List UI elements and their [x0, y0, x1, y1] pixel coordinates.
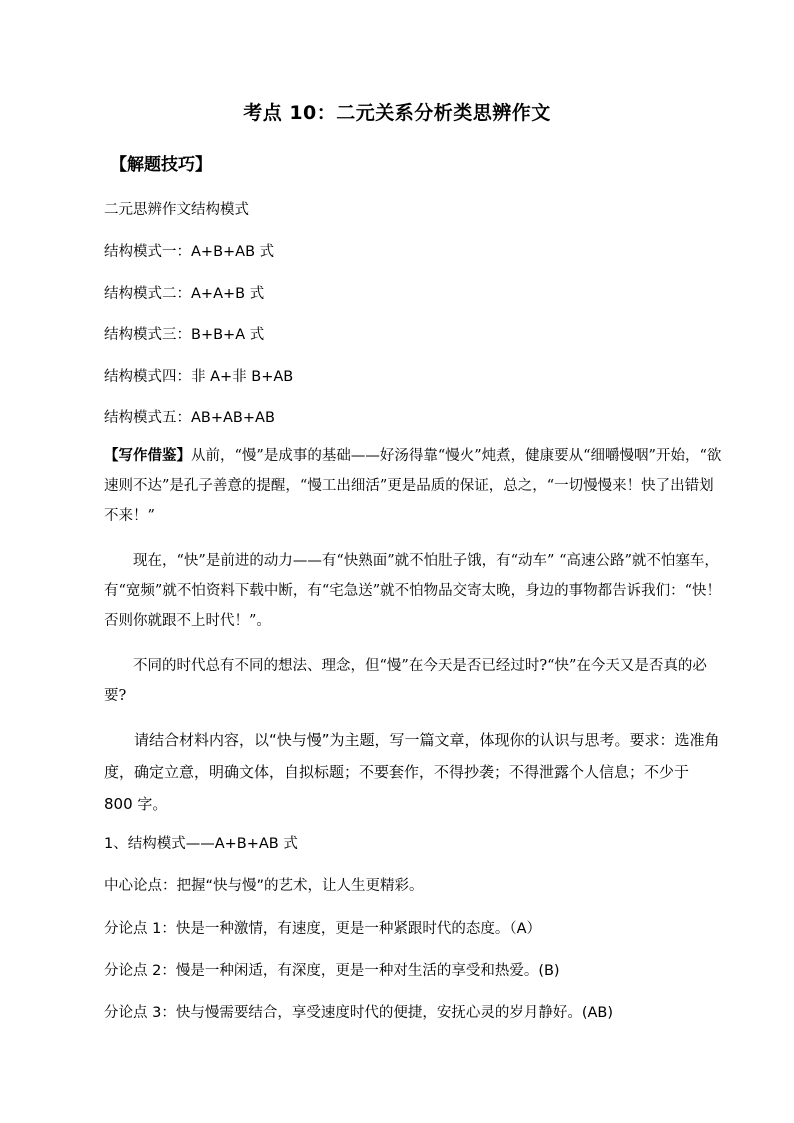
- intro-line: 二元思辨作文结构模式: [104, 202, 249, 218]
- material-paragraph-2: 现在，“快”是前进的动力——有“快熟面”就不怕肚子饿，有“动车” “高速公路”就不怕塞车，有“宽频”就不怕资料下载中断，有“宅急送”就不怕物品交寄太晚，身边的事物都告诉我们：“快！否则你就跟不上时代！”。: [104, 553, 722, 629]
- sub-argument-2: 分论点 2：慢是一种闲适，有深度，更是一种对生活的享受和热爱。(B): [104, 963, 560, 979]
- pattern-line-4: 结构模式四：非 A+非 B+AB: [104, 369, 294, 385]
- pattern-line-5: 结构模式五：AB+AB+AB: [104, 410, 275, 426]
- center-argument: 中心论点：把握“快与慢”的艺术，让人生更精彩。: [104, 878, 424, 894]
- material-label: 【写作借鉴】: [104, 447, 191, 464]
- material-text-1: 从前，“慢”是成事的基础——好汤得靠“慢火”炖煮，健康要从“细嚼慢咽”开始，“欲速则不达”是孔子善意的提醒，“慢工出细活”更是品质的保证，总之，“一切慢慢来！快了出错划不来！”: [104, 448, 722, 524]
- pattern-line-2: 结构模式二：A+A+B 式: [104, 286, 265, 302]
- example-heading: 1、结构模式——A+B+AB 式: [104, 836, 298, 852]
- sub-argument-3: 分论点 3：快与慢需要结合，享受速度时代的便捷，安抚心灵的岁月静好。(AB): [104, 1005, 614, 1021]
- section-heading: 【解题技巧】: [110, 155, 212, 175]
- material-paragraph-3: 不同的时代总有不同的想法、理念，但“慢”在今天是否已经过时?“快”在今天又是否真的必要?: [104, 658, 707, 704]
- requirement-paragraph: 请结合材料内容，以“快与慢”为主题，写一篇文章，体现你的认识与思考。要求：选准角度，确定立意，明确文体，自拟标题；不要套作，不得抄袭；不得泄露个人信息；不少于 800 字。: [104, 731, 720, 813]
- pattern-line-3: 结构模式三：B+B+A 式: [104, 327, 265, 343]
- material-paragraph-1: [104, 441, 722, 531]
- sub-argument-1: 分论点 1：快是一种激情，有速度，更是一种紧跟时代的态度。（A）: [104, 921, 542, 937]
- pattern-line-1: 结构模式一：A+B+AB 式: [104, 244, 275, 260]
- page-title: 考点 10：二元关系分析类思辨作文: [243, 102, 551, 124]
